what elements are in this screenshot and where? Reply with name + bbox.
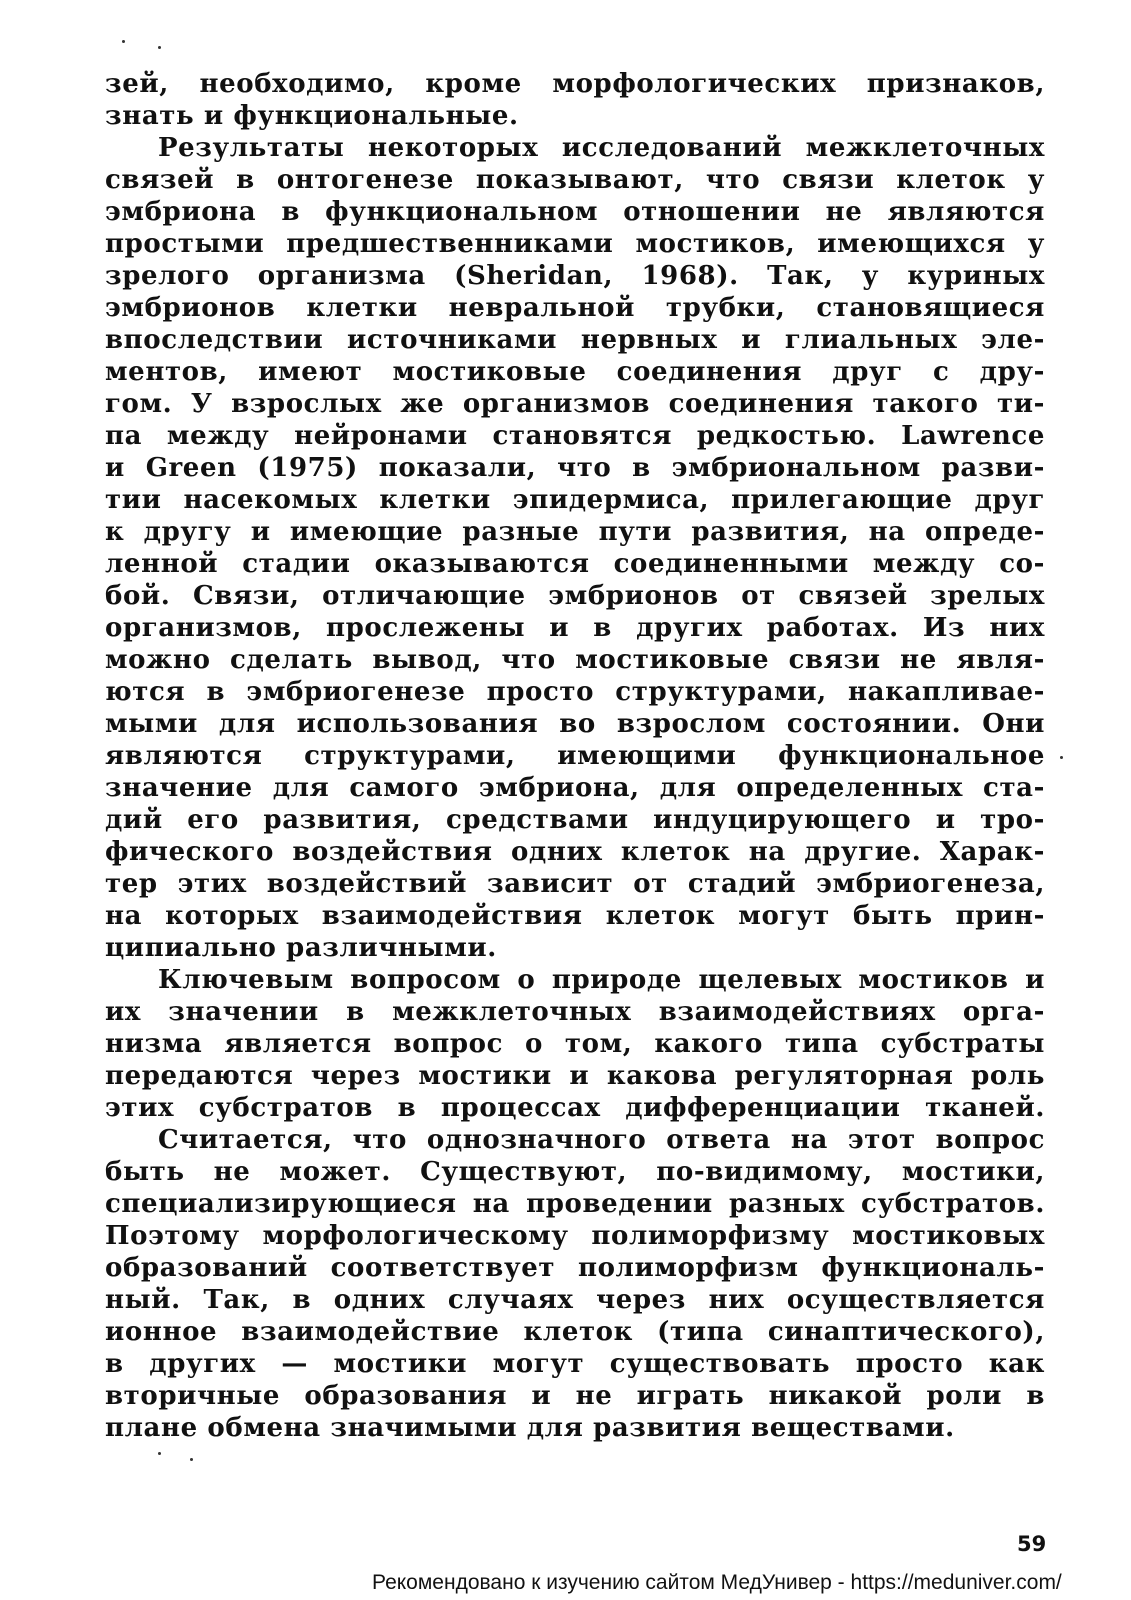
text-line: простыми предшественниками мостиков, имеющихся у [105,229,1045,259]
text-line: образований соответствует полиморфизм функциональ- [105,1253,1045,1283]
scan-speck [190,1458,193,1461]
text-line: эмбриона в функциональном отношении не являются [105,197,1045,227]
text-line: ионное взаимодействие клеток (типа синаптического), [105,1317,1045,1347]
text-line: специализирующиеся на проведении разных субстратов. [105,1189,1045,1219]
paragraph-start-line: Считается, что однозначного ответа на этот вопрос [158,1125,1045,1155]
text-line: мыми для использования во взрослом состоянии. Они [105,709,1045,739]
text-line: передаются через мостики и какова регуляторная роль [105,1061,1045,1091]
text-line: являются структурами, имеющими функциональное [105,741,1045,771]
text-line: дий его развития, средствами индуцирующего и тро- [105,805,1045,835]
text-line: быть не может. Существуют, по-видимому, мостики, [105,1157,1045,1187]
text-line: бой. Связи, отличающие эмбрионов от связей зрелых [105,581,1045,611]
text-line: эмбрионов клетки невральной трубки, становящиеся [105,293,1045,323]
text-line: ленной стадии оказываются соединенными между со- [105,549,1045,579]
text-line: организмов, прослежены и в других работах. Из них [105,613,1045,643]
text-line: ципиально различными. [105,933,497,963]
text-line: этих субстратов в процессах дифференциации тканей. [105,1093,1045,1123]
scan-speck [1060,756,1063,759]
text-line: знать и функциональные. [105,101,519,131]
text-line: низма является вопрос о том, какого типа субстраты [105,1029,1045,1059]
text-line: ментов, имеют мостиковые соединения друг с дру- [105,357,1045,387]
scan-speck [158,46,161,49]
text-line: ются в эмбриогенезе просто структурами, накапливае- [105,677,1045,707]
text-line: плане обмена значимыми для развития веществами. [105,1413,955,1443]
text-line: ный. Так, в одних случаях через них осуществляется [105,1285,1045,1315]
text-line: Поэтому морфологическому полиморфизму мостиковых [105,1221,1045,1251]
scan-speck [122,40,125,43]
text-line: зрелого организма (Sheridan, 1968). Так, у куриных [105,261,1045,291]
text-line: вторичные образования и не играть никакой роли в [105,1381,1045,1411]
text-line: их значении в межклеточных взаимодействиях орга- [105,997,1045,1027]
paragraph-start-line: Ключевым вопросом о природе щелевых мостиков и [158,965,1045,995]
text-line: связей в онтогенезе показывают, что связи клеток у [105,165,1045,195]
text-line: можно сделать вывод, что мостиковые связи не явля- [105,645,1045,675]
text-line: к другу и имеющие разные пути развития, на опреде- [105,517,1045,547]
text-line: значение для самого эмбриона, для определенных ста- [105,773,1045,803]
text-line: и Green (1975) показали, что в эмбриональном разви- [105,453,1045,483]
footer-recommendation: Рекомендовано к изучению сайтом МедУнивер - https://meduniver.com/ [372,1571,1062,1594]
text-line: гом. У взрослых же организмов соединения такого ти- [105,389,1045,419]
text-line: впоследствии источниками нервных и глиальных эле- [105,325,1045,355]
text-line: тер этих воздействий зависит от стадий эмбриогенеза, [105,869,1045,899]
text-line: фического воздействия одних клеток на другие. Харак- [105,837,1045,867]
text-line: па между нейронами становятся редкостью. Lawrence [105,421,1045,451]
text-line: на которых взаимодействия клеток могут быть прин- [105,901,1045,931]
paragraph-start-line: Результаты некоторых исследований межклеточных [158,133,1045,163]
text-line: в других — мостики могут существовать просто как [105,1349,1045,1379]
text-line: тии насекомых клетки эпидермиса, прилегающие друг [105,485,1045,515]
text-line: зей, необходимо, кроме морфологических признаков, [105,69,1045,99]
scan-speck [158,1452,161,1455]
page-number: 59 [1017,1532,1047,1556]
